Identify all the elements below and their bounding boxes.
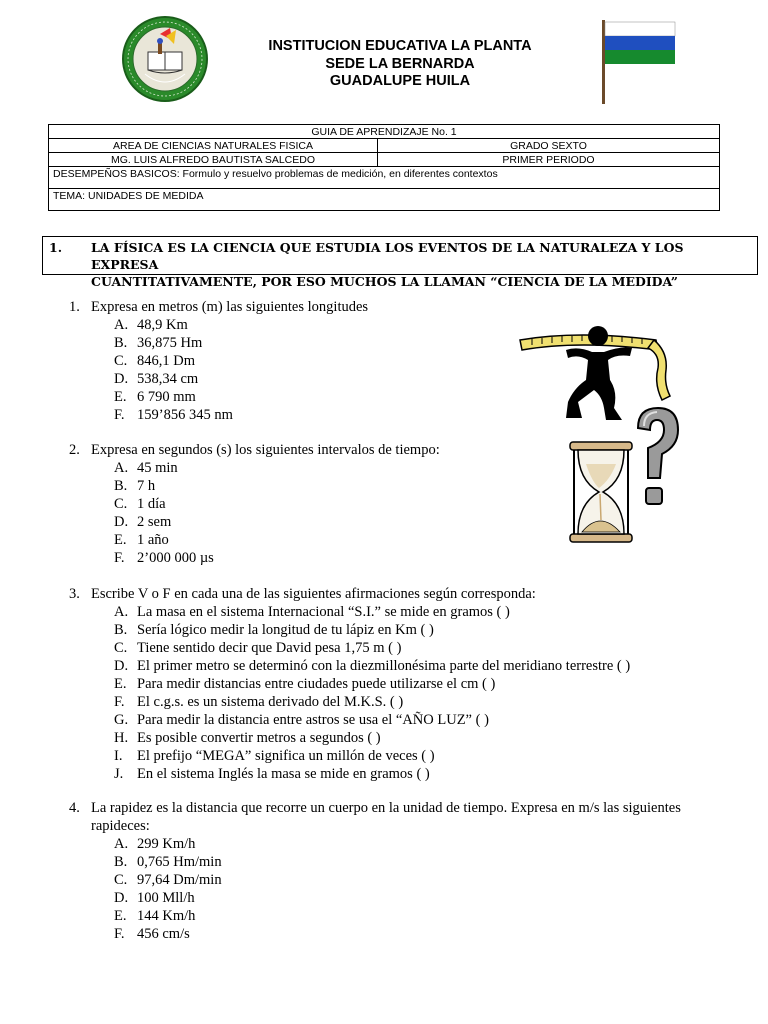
guide-title: GUIA DE APRENDIZAJE No. 1 xyxy=(49,125,720,139)
school-header xyxy=(200,38,600,91)
subject-area: AREA DE CIENCIAS NATURALES FISICA xyxy=(49,139,378,153)
school-name: INSTITUCION EDUCATIVA LA PLANTA xyxy=(268,38,532,54)
question-text: Escribe V o F en cada una de las siguientes afirmaciones según corresponda: xyxy=(91,586,536,602)
hourglass-icon xyxy=(566,440,636,544)
academic-period: PRIMER PERIODO xyxy=(378,153,720,167)
section-heading-box xyxy=(42,236,758,289)
question-number: 2. xyxy=(69,442,80,458)
topic: TEMA: UNIDADES DE MEDIDA xyxy=(49,189,720,211)
question-text: Expresa en metros (m) las siguientes longitudes xyxy=(91,299,369,315)
section-heading-line: LA FÍSICA ES LA CIENCIA QUE ESTUDIA LOS EVENTOS DE LA NATURALEZA Y LOS EXPRESA xyxy=(91,240,684,272)
school-city: GUADALUPE HUILA xyxy=(329,73,471,89)
question-text: La rapidez es la distancia que recorre un cuerpo en la unidad de tiempo. Expresa en m/s las siguientes rapideces: xyxy=(91,800,681,834)
question-text: Expresa en segundos (s) los siguientes intervalos de tiempo: xyxy=(91,442,440,458)
school-sede: SEDE LA BERNARDA xyxy=(325,55,475,72)
question-number: 3. xyxy=(69,586,80,602)
basic-performance: DESEMPEÑOS BASICOS: Formulo y resuelvo problemas de medición, en diferentes contextos xyxy=(49,167,720,189)
flag-icon xyxy=(598,20,680,104)
worksheet-page: INSTITUCION EDUCATIVA LA PLANTA SEDE LA BERNARDA GUADALUPE HUILA GUIA DE APRENDIZAJE No. 1 AREA DE CIENCIAS NATURALES FISICA GRADO SEXTO MG. LUIS ALFREDO BAUTISTA SALCEDO PRIMER PERIODO DESEMPEÑOS BASICOS: Formulo y resuelvo problemas de medición, en diferentes contextos TEMA: UNIDADES DE MEDIDA 1. LA FÍSICA ES LA CIENCIA QUE ESTUDIA LOS EVENTOS DE LA NATURALEZA Y LOS EXPRESA CUANTITATIVAMENTE, POR ESO MUCHOS LA LLAMAN “CIENCIA DE LA MEDIDA” 1. Expresa en metros (m) las siguientes longitudes A. 48,9 Km B. 36,875 Hm C. 846,1 Dm D. 538,34 cm E. 6 790 mm F. 159’856 345 nm 2. Expresa en segundos (s) los siguientes intervalos de tiempo: A. 45 min B. 7 h C. 1 día D. 2 sem E. 1 año F. 2’000 000 µs 3. Escribe V o F en cada una de las siguientes afirmaciones según corresponda: A. La masa en el sistema Internacional “S.I.” se mide en gramos ( ) B. Sería lógico medir la longitud de tu lápiz en Km ( ) C. Tiene sentido decir que David pesa 1,75 m ( ) D. El primer metro se determinó con la diezmillonésima parte del meridiano terrestre ( ) E. Para medir distancias entre ciudades puede utilizarse el cm ( ) F. El c.g.s. es un sistema derivado del M.K.S. ( ) G. Para medir la distancia entre astros se usa el “AÑO LUZ” ( ) H. Es posible convertir metros a segundos ( ) I. El prefijo “MEGA” significa un millón de veces ( ) J. En el sistema Inglés la masa se mide en gramos ( ) 4. La rapidez es la distancia que recorre un cuerpo en la unidad de tiempo. Expresa en m/s las siguientes rapideces: A. 299 Km/h B. 0,765 Hm/min C. 97,64 Dm/min D. 100 Mll/h E. 144 Km/h F. 456 cm/s xyxy=(0,0,768,1024)
teacher-name: MG. LUIS ALFREDO BAUTISTA SALCEDO xyxy=(49,153,378,167)
section-number: 1. xyxy=(49,240,63,255)
question-number: 4. xyxy=(69,800,80,816)
school-crest-logo xyxy=(120,14,210,104)
guide-info-table xyxy=(48,124,720,211)
section-heading xyxy=(91,239,751,290)
grade-level: GRADO SEXTO xyxy=(378,139,720,153)
question-number: 1. xyxy=(69,299,80,315)
section-heading-line: CUANTITATIVAMENTE, POR ESO MUCHOS LA LLAMAN “CIENCIA DE LA MEDIDA” xyxy=(91,274,678,289)
question-mark-icon xyxy=(630,404,684,514)
